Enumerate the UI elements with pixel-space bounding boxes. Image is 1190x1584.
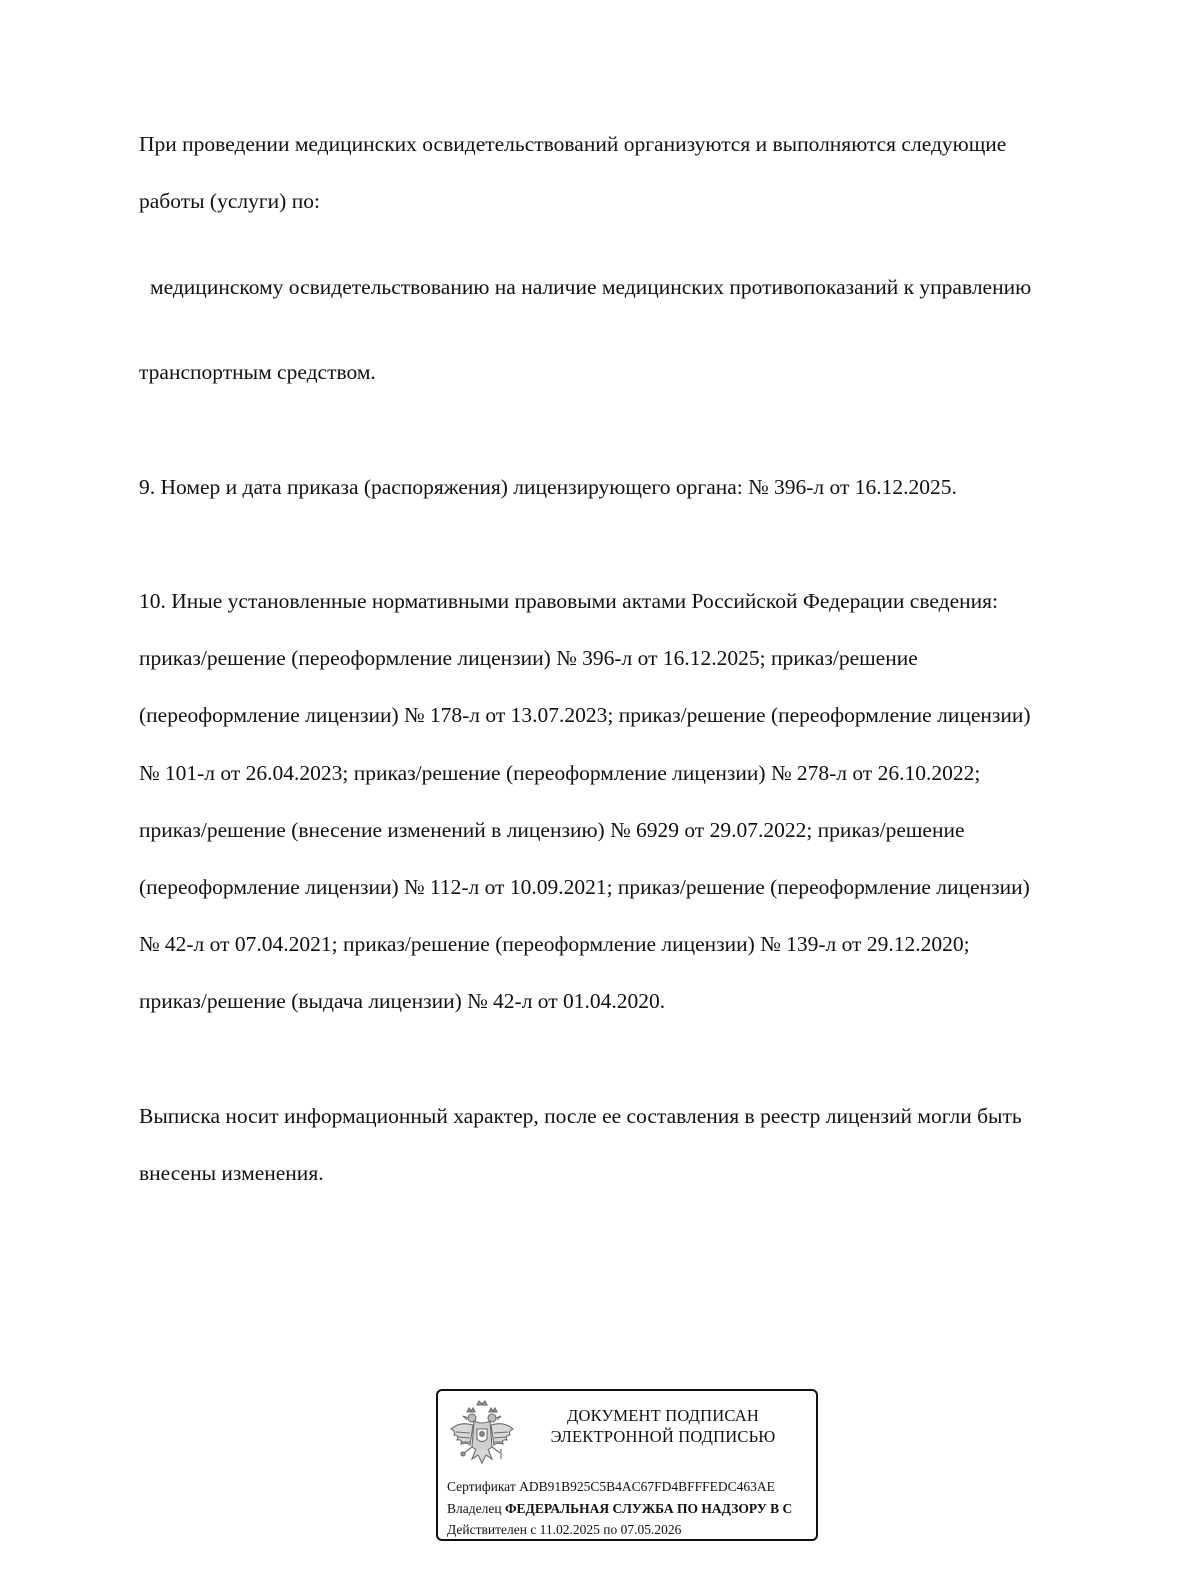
text-line: приказ/решение (выдача лицензии) № 42-л от 01.04.2020. — [139, 989, 666, 1014]
validity-label: Действителен — [447, 1522, 531, 1537]
paragraph-service-item-continued — [139, 330, 1129, 416]
text-line: транспортным средством. — [139, 360, 376, 385]
stamp-title — [528, 1405, 798, 1447]
text-line: № 101-л от 26.04.2023; приказ/решение (переоформление лицензии) № 278-л от 26.10.2022; — [139, 760, 981, 785]
text-line: При проведении медицинских освидетельствований организуются и выполняются следующие — [139, 131, 1007, 156]
paragraph-service-item — [139, 244, 1129, 330]
text-line: 9. Номер и дата приказа (распоряжения) лицензирующего органа: № 396-л от 16.12.2025. — [139, 474, 957, 499]
paragraph-order-number — [139, 444, 1129, 530]
paragraph-disclaimer — [139, 1073, 1129, 1216]
text-line: приказ/решение (внесение изменений в лицензию) № 6929 от 29.07.2022; приказ/решение — [139, 817, 965, 842]
owner-value: ФЕДЕРАЛЬНАЯ СЛУЖБА ПО НАДЗОРУ В С — [504, 1501, 793, 1516]
stamp-title-line: ЭЛЕКТРОННОЙ ПОДПИСЬЮ — [550, 1427, 776, 1446]
certificate-label: Сертификат — [447, 1479, 520, 1494]
text-line: 10. Иные установленные нормативными правовыми актами Российской Федерации сведения: — [139, 589, 998, 614]
certificate-value: ADB91B925C5B4AC67FD4BFFFEDC463AE — [519, 1479, 775, 1494]
paragraph-gap — [139, 416, 1129, 445]
text-line: (переоформление лицензии) № 178-л от 13.07.2023; приказ/решение (переоформление лицензии) — [139, 703, 1031, 728]
text-line: медицинскому освидетельствованию на наличие медицинских противопоказаний к управлению — [150, 274, 1032, 299]
stamp-certificate-row — [447, 1479, 775, 1495]
paragraph-gap — [139, 1045, 1129, 1074]
paragraph-gap — [139, 530, 1129, 559]
stamp-title-line: ДОКУМЕНТ ПОДПИСАН — [567, 1406, 759, 1425]
owner-label: Владелец — [447, 1501, 505, 1516]
paragraph-other-info — [139, 559, 1129, 1045]
text-line: внесены изменения. — [139, 1160, 324, 1185]
text-line: работы (услуги) по: — [139, 188, 320, 213]
text-line: (переоформление лицензии) № 112-л от 10.09.2021; приказ/решение (переоформление лицензии) — [139, 875, 1030, 900]
paragraph-services-intro — [139, 101, 1129, 244]
document-body — [139, 101, 1129, 1216]
stamp-owner-row — [447, 1501, 792, 1517]
validity-value: с 11.02.2025 по 07.05.2026 — [530, 1522, 682, 1537]
text-line: № 42-л от 07.04.2021; приказ/решение (переоформление лицензии) № 139-л от 29.12.2020; — [139, 932, 970, 957]
stamp-validity-row — [447, 1522, 681, 1538]
electronic-signature-stamp — [436, 1389, 818, 1541]
double-headed-eagle-emblem-icon — [448, 1399, 516, 1471]
text-line: Выписка носит информационный характер, после ее составления в реестр лицензий могли быть — [139, 1103, 1022, 1128]
text-line: приказ/решение (переоформление лицензии) № 396-л от 16.12.2025; приказ/решение — [139, 646, 918, 671]
